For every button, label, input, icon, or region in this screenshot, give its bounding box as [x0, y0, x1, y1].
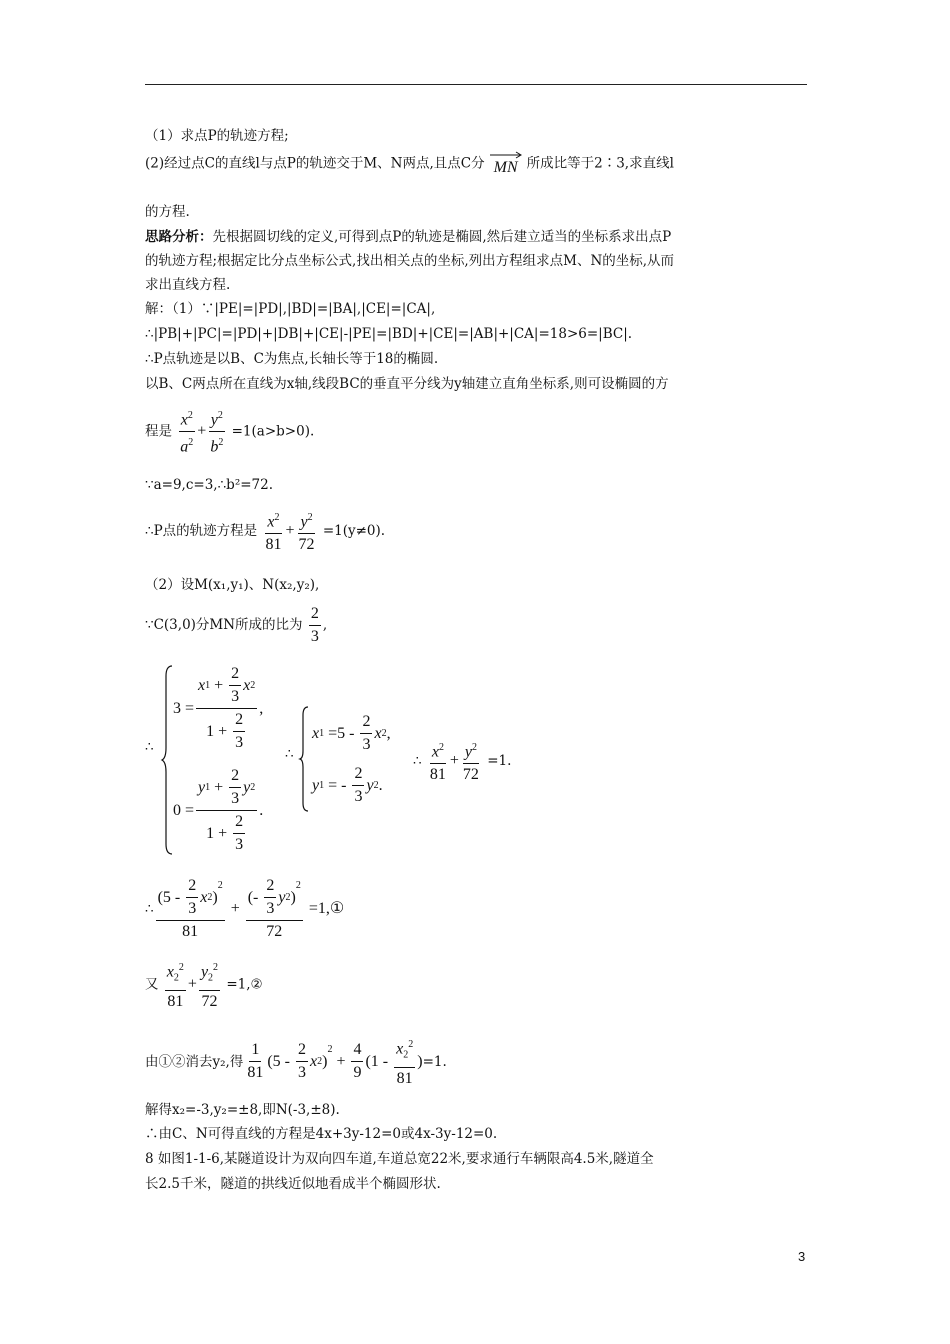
left-brace-icon — [160, 664, 174, 856]
left-brace-icon — [298, 705, 310, 813]
line-14: （2）设M(x₁,y₁)、N(x₂,y₂), — [145, 577, 320, 593]
equation-2: 又 $\frac{x_2^2}{81}$ + $\frac{y_2^2}{72}$ =1,② — [145, 958, 263, 1012]
page-number: 3 — [798, 1249, 806, 1264]
line-21: ∴由C、N可得直线的方程是4x+3y-12=0或4x-3y-12=0. — [145, 1126, 498, 1142]
line-12: ∵a=9,c=3,∴b²=72. — [145, 477, 274, 493]
line-9: ∴P点轨迹是以B、C为焦点,长轴长等于18的椭圆. — [145, 351, 439, 367]
solution-x1: x 1 =5 - $\frac{2}{3}$ x 2 , — [312, 713, 391, 753]
equation-1: ∴ (5 - $\frac{2}{3}$ x 2 ) $^2$ 81 + (- $\frac{2}{3}$ y 2 ) $^2$ 72 =1,① — [145, 877, 345, 940]
fraction: $\frac{y^2}{b^2}$ — [208, 406, 225, 458]
line-10: 以B、C两点所在直线为x轴,线段BC的垂直平分线为y轴建立直角坐标系,则可设椭圆的方 — [145, 376, 669, 392]
line-1: （1）求点P的轨迹方程; — [145, 128, 289, 144]
document-page: （1）求点P的轨迹方程; (2)经过点C的直线l与点P的轨迹交于M、N两点,且点C分 MN 所成比等于2∶3,求直线l 的方程. 思路分析：先根据圆切线的定义,可得到点P的轨迹是椭圆,然后建立适当的坐标系求出点P 的轨迹方程;根据定比分点坐标公式,找出相关点的坐标,列出方程组求点M、N的坐标,从而 求出直线方程. 解：（1）∵|PE|=|PD|,|BD|=|BA|,|CE|=|CA|, ∴|PB|+|PC|=|PD|+|DB|+|CE|-|PE|=|BD|+|CE|=|AB|+|CA|=18>6=|BC|. ∴P点轨迹是以B、C为焦点,长轴长等于18的椭圆. 以B、C两点所在直线为x轴,线段BC的垂直平分线为y轴建立直角坐标系,则可设椭圆的方 程是 $\frac{x^2}{a^2}$ + $\frac{y^2}{b^2}$ =1(a>b>0). ∵a=9,c=3,∴b²=72. ∴P点的轨迹方程是 $\frac{x^2}{81}$ + $\frac{y^2}{72}$ =1(y≠0). （2）设M(x₁,y₁)、N(x₂,y₂), ∵C(3,0)分MN所成的比为 $\frac{2}{3}$ , ∴ 3 = x 1 + $\frac{2}{3}$ x 2 1 + $\frac{2}{3}$ , 0 = y 1 + $\frac{2}{3}$ y 2 1 + $\frac{2}{3}$ . ∴ x 1 =5 - $\frac{2}{3}$ x 2 , y 1 = - $\frac{2}{3}$ y 2 . ∴ $\frac{x^2}{81}$ + $\frac{y^2}{72}$ =1. ∴ (5 - $\frac{2}{3}$ x 2 ) $^2$ 81 + (- $\frac{2}{3}$ y 2 ) $^2$ 72 =1,① 又 $\frac{x_2^2}{81}$ + $\frac{y_2^2}{72}$ =1,② 由①②消去y₂,得 $\frac{1}{81}$ (5 - $\frac{2}{3}$ x 2 ) $^2$ + $\frac{4}{9}$ (1 - $\frac{x_2^2}{81}$ ) =1. 解得x₂=-3,y₂=±8,即N(-3,±8). ∴由C、N可得直线的方程是4x+3y-12=0或4x-3y-12=0. 8 如图1-1-6,某隧道设计为双向四车道,车道总宽22米,要求通行车辆限高4.5米,隧道全 长2.5千米，隧道的拱线近似地看成半个椭圆形状. 3 — [0, 0, 950, 1344]
ellipse-relation: ∴ $\frac{x^2}{81}$ + $\frac{y^2}{72}$ =1. — [413, 738, 511, 785]
line-15: ∵C(3,0)分MN所成的比为 $\frac{2}{3}$ , — [145, 605, 328, 645]
line-3: 的方程. — [145, 204, 190, 220]
fraction: $\frac{x^2}{a^2}$ — [178, 406, 195, 458]
solution-y1: y 1 = - $\frac{2}{3}$ y 2 . — [312, 765, 383, 805]
header-rule — [145, 84, 807, 85]
fraction: $\frac{x^2}{81}$ — [263, 508, 283, 555]
elimination-line: 由①②消去y₂,得 $\frac{1}{81}$ (5 - $\frac{2}{3}$ x 2 ) $^2$ + $\frac{4}{9}$ (1 - $\frac{x_2^2}{81}$ ) =1. — [145, 1035, 447, 1089]
line-22: 8 如图1-1-6,某隧道设计为双向四车道,车道总宽22米,要求通行车辆限高4.5米,隧道全 — [145, 1151, 654, 1167]
line-7: 解：（1）∵|PE|=|PD|,|BD|=|BA|,|CE|=|CA|, — [145, 301, 436, 317]
equation-y: 0 = y 1 + $\frac{2}{3}$ y 2 1 + $\frac{2}{3}$ . — [173, 767, 264, 853]
line-2: (2)经过点C的直线l与点P的轨迹交于M、N两点,且点C分 MN 所成比等于2∶3,求直线l — [145, 151, 674, 177]
line-23: 长2.5千米，隧道的拱线近似地看成半个椭圆形状. — [145, 1176, 441, 1192]
line-11: 程是 $\frac{x^2}{a^2}$ + $\frac{y^2}{b^2}$ =1(a>b>0). — [145, 406, 314, 458]
fraction: $\frac{y^2}{72}$ — [297, 508, 317, 555]
equation-x: 3 = x 1 + $\frac{2}{3}$ x 2 1 + $\frac{2}{3}$ , — [173, 665, 264, 751]
fraction: $\frac{2}{3}$ — [310, 605, 319, 645]
line-5: 的轨迹方程;根据定比分点坐标公式,找出相关点的坐标,列出方程组求点M、N的坐标,从而 — [145, 253, 675, 269]
vector-mn: MN — [489, 151, 523, 177]
analysis-label: 思路分析： — [145, 229, 213, 245]
line-6: 求出直线方程. — [145, 277, 231, 293]
line-4: 思路分析：先根据圆切线的定义,可得到点P的轨迹是椭圆,然后建立适当的坐标系求出点P — [145, 229, 672, 245]
line-13: ∴P点的轨迹方程是 $\frac{x^2}{81}$ + $\frac{y^2}{72}$ =1(y≠0). — [145, 508, 385, 555]
line-8: ∴|PB|+|PC|=|PD|+|DB|+|CE|-|PE|=|BD|+|CE|=|AB|+|CA|=18>6=|BC|. — [145, 326, 633, 342]
line-20: 解得x₂=-3,y₂=±8,即N(-3,±8). — [145, 1102, 340, 1118]
